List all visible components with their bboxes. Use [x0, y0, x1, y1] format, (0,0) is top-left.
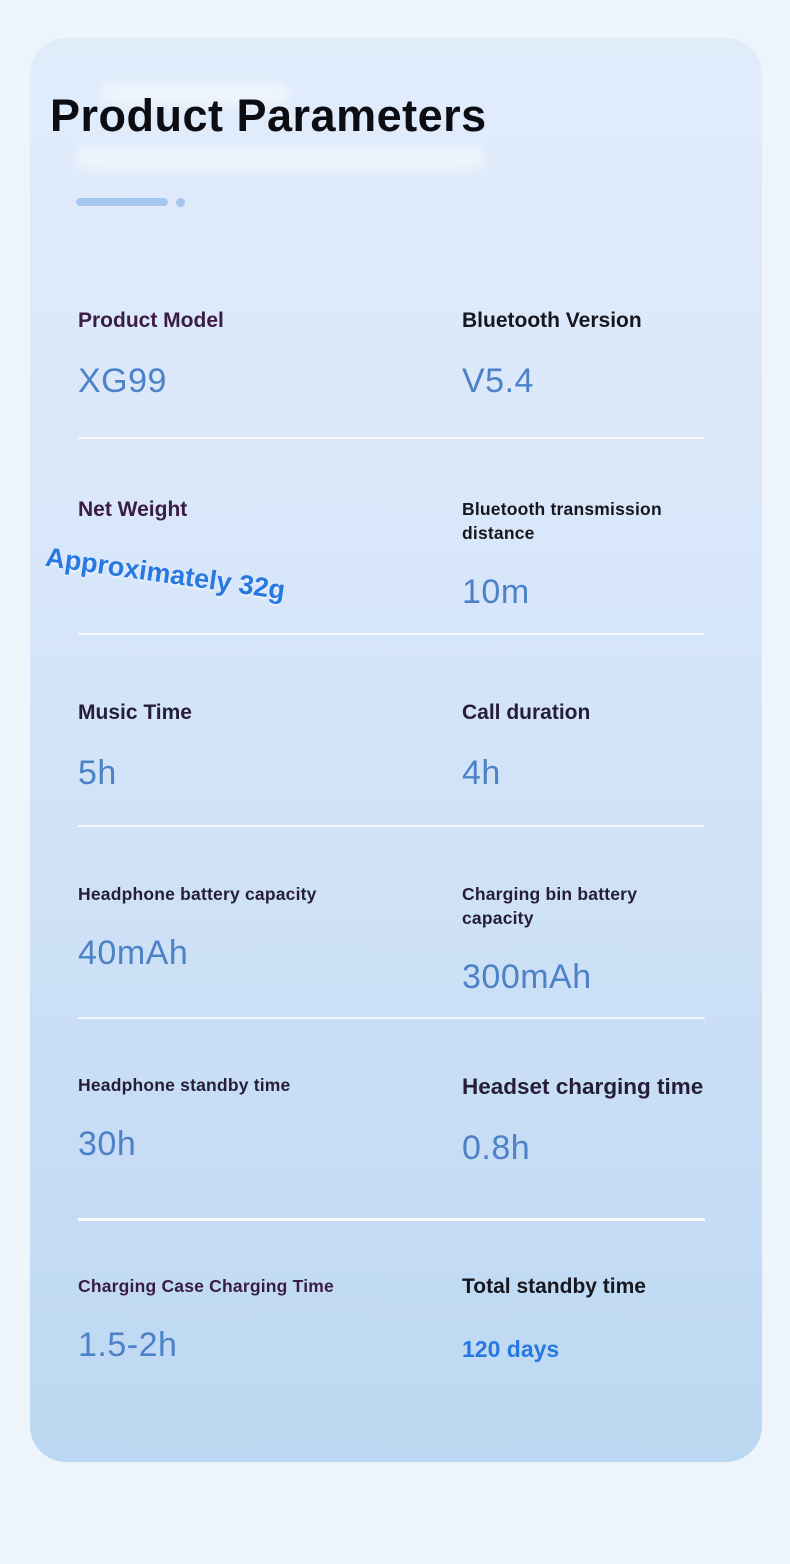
param-value: XG99	[78, 362, 167, 400]
param-label: Music Time	[78, 701, 192, 724]
param-value: 40mAh	[78, 934, 189, 972]
param-product-model	[78, 308, 462, 402]
accent-dot	[176, 198, 185, 207]
product-parameters-card	[30, 38, 762, 1462]
param-label: Total standby time	[462, 1275, 646, 1298]
row-divider	[78, 1017, 705, 1019]
param-value: 4h	[462, 754, 501, 792]
param-label: Headphone battery capacity	[78, 884, 317, 904]
param-value: 30h	[78, 1125, 137, 1163]
title-watermark-bottom	[75, 146, 485, 170]
accent-line	[76, 198, 168, 206]
param-row-2	[43, 497, 712, 613]
param-value: 1.5-2h	[78, 1326, 178, 1364]
param-label: Bluetooth Version	[462, 309, 642, 332]
param-label: Charging Case Charging Time	[78, 1276, 334, 1296]
param-call-duration	[462, 700, 712, 794]
param-value: 300mAh	[462, 958, 592, 996]
param-charging-bin-battery	[462, 882, 712, 998]
param-value: Approximately 32g	[43, 541, 288, 606]
param-headphone-battery	[78, 882, 462, 998]
param-label: Headset charging time	[462, 1074, 704, 1099]
param-value: 5h	[78, 754, 117, 792]
param-row-3	[78, 700, 712, 794]
param-transmission-distance	[462, 497, 712, 613]
param-label: Call duration	[462, 701, 591, 724]
param-label: Headphone standby time	[78, 1075, 291, 1095]
param-label: Net Weight	[78, 498, 188, 521]
param-value: 120 days	[462, 1336, 560, 1362]
param-row-4	[78, 882, 712, 998]
param-label: Product Model	[78, 309, 224, 332]
page-title: Product Parameters	[50, 90, 487, 141]
param-label: Charging bin battery capacity	[462, 884, 638, 928]
param-label: Bluetooth transmission distance	[462, 499, 662, 543]
param-net-weight	[43, 497, 462, 613]
param-value: 10m	[462, 573, 530, 611]
param-bluetooth-version	[462, 308, 712, 402]
row-divider	[78, 825, 705, 827]
param-row-1	[78, 308, 712, 402]
param-value: 0.8h	[462, 1129, 531, 1167]
param-row-5	[78, 1073, 712, 1169]
param-total-standby-time	[462, 1274, 712, 1366]
param-headset-charging-time	[462, 1073, 712, 1169]
param-music-time	[78, 700, 462, 794]
row-divider	[78, 633, 705, 635]
row-divider	[78, 1218, 705, 1221]
param-case-charging-time	[78, 1274, 462, 1366]
param-row-6	[78, 1274, 712, 1366]
row-divider	[78, 437, 705, 439]
param-value: V5.4	[462, 362, 534, 400]
param-headphone-standby	[78, 1073, 462, 1169]
